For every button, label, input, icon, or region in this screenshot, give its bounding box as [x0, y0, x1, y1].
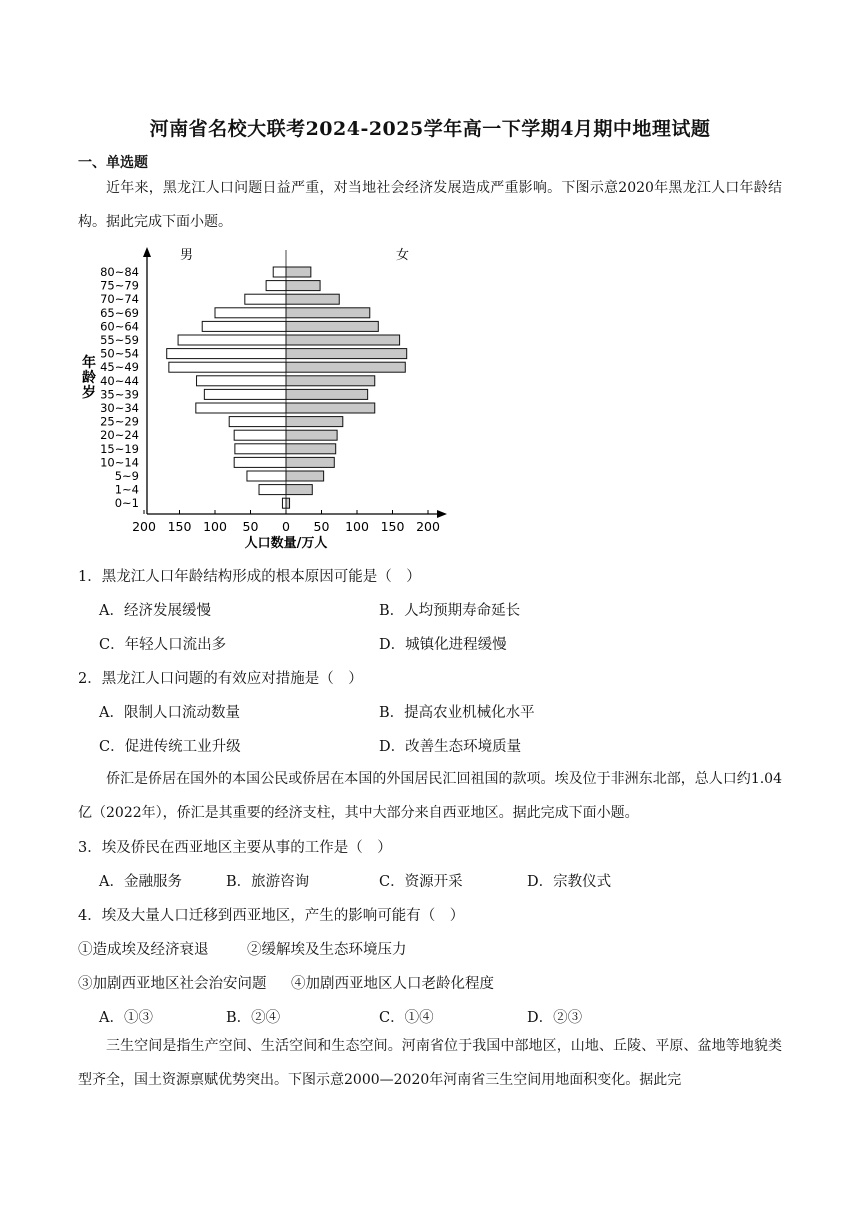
age-tick-label: 1~4 [114, 482, 139, 497]
q4-option-c[interactable]: C．①④ [379, 1010, 434, 1026]
male-bar [169, 362, 286, 372]
age-tick-label: 5~9 [114, 469, 139, 483]
q4-statement-4: ④加剧西亚地区人口老龄化程度 [291, 976, 494, 992]
male-bar [202, 321, 286, 331]
female-bar [286, 308, 370, 318]
female-bar [286, 389, 368, 399]
x-tick-label: 200 [416, 519, 440, 534]
q3-option-c[interactable]: C．资源开采 [379, 874, 463, 890]
female-bar [286, 349, 407, 359]
x-axis-label: 人口数量/万人 [244, 536, 328, 550]
age-tick-label: 25~29 [100, 414, 139, 429]
page-title: 河南省名校大联考2024-2025学年高一下学期4月期中地理试题 [149, 118, 711, 140]
female-bar [286, 376, 375, 386]
female-bar [286, 471, 324, 481]
female-label: 女 [396, 248, 410, 263]
age-tick-label: 65~69 [100, 305, 139, 320]
age-tick-label: 30~34 [100, 401, 139, 415]
female-bar [286, 485, 312, 495]
age-tick-label: 50~54 [100, 346, 139, 361]
x-tick-label: 200 [132, 519, 156, 534]
q3-option-d[interactable]: D．宗教仪式 [527, 874, 612, 890]
age-tick-label: 15~19 [100, 441, 139, 456]
age-tick-label: 80~84 [100, 265, 139, 279]
x-tick-label: 50 [313, 519, 330, 534]
male-bar [234, 457, 286, 467]
female-bar [286, 417, 343, 427]
male-bar [229, 417, 286, 427]
y-axis-arrow [143, 247, 151, 257]
male-bar [204, 389, 286, 399]
q2-option-b[interactable]: B．提高农业机械化水平 [379, 705, 535, 721]
x-tick-label: 0 [282, 519, 290, 534]
male-label: 男 [180, 248, 194, 263]
female-bar [286, 281, 320, 291]
age-tick-label: 45~49 [100, 360, 139, 375]
q1-option-d[interactable]: D．城镇化进程缓慢 [379, 637, 507, 653]
female-bar [286, 430, 337, 440]
section-heading: 一、单选题 [78, 155, 148, 171]
female-bar [286, 362, 405, 372]
age-tick-label: 70~74 [100, 292, 139, 307]
q4-option-d[interactable]: D．②③ [527, 1010, 583, 1026]
x-tick-label: 50 [242, 519, 259, 534]
age-tick-label: 10~14 [100, 455, 139, 470]
age-tick-label: 55~59 [100, 333, 139, 347]
female-bar [286, 335, 400, 345]
q3-option-a[interactable]: A．金融服务 [99, 874, 182, 890]
chart-bars [167, 267, 407, 508]
female-bar [286, 267, 311, 277]
male-bar [259, 485, 286, 495]
female-bar [286, 294, 339, 304]
q1-option-c[interactable]: C．年轻人口流出多 [99, 637, 227, 653]
q4-option-b[interactable]: B．②④ [226, 1010, 281, 1026]
x-tick-label: 100 [345, 519, 369, 534]
q4-statement-2: ②缓解埃及生态环境压力 [247, 942, 407, 958]
female-bar [286, 321, 378, 331]
q4-statement-1: ①造成埃及经济衰退 [78, 942, 209, 958]
age-tick-label: 35~39 [100, 387, 139, 402]
female-bar [286, 457, 334, 467]
x-axis-arrow [437, 510, 447, 518]
q1-option-a[interactable]: A．经济发展缓慢 [99, 603, 211, 619]
age-tick-label: 60~64 [100, 319, 139, 334]
y-axis-label-char: 岁 [82, 385, 96, 401]
male-bar [247, 471, 286, 481]
x-tick-label: 150 [167, 519, 192, 534]
intro-paragraph-1: 近年来，黑龙江人口问题日益严重，对当地社会经济发展造成严重影响。下图示意2020年黑龙江人口年龄结构。据此完成下面小题。 [78, 180, 782, 230]
q2-stem: 2．黑龙江人口问题的有效应对措施是（ ） [78, 671, 363, 687]
male-bar [282, 498, 286, 508]
q4-statement-3: ③加剧西亚地区社会治安问题 [78, 976, 267, 992]
q2-option-c[interactable]: C．促进传统工业升级 [99, 739, 241, 755]
q4-stem: 4．埃及大量人口迁移到西亚地区，产生的影响可能有（ ） [78, 908, 465, 924]
q3-stem: 3．埃及侨民在西亚地区主要从事的工作是（ ） [78, 840, 392, 856]
male-bar [215, 308, 286, 318]
intro-paragraph-3: 三生空间是指生产空间、生活空间和生态空间。河南省位于我国中部地区，山地、丘陵、平原、盆地等地貌类型齐全，国土资源禀赋优势突出。下图示意2000—2020年河南省三生空间用地面积变化。据此完 [78, 1038, 782, 1088]
female-bar [286, 444, 336, 454]
female-bar [286, 403, 375, 413]
q2-option-a[interactable]: A．限制人口流动数量 [99, 705, 240, 721]
male-bar [235, 444, 286, 454]
q1-stem: 1．黑龙江人口年龄结构形成的根本原因可能是（ ） [78, 569, 421, 585]
male-bar [245, 294, 286, 304]
x-tick-label: 100 [203, 519, 227, 534]
age-tick-label: 0~1 [114, 496, 139, 511]
intro-paragraph-2: 侨汇是侨居在国外的本国公民或侨居在本国的外国居民汇回祖国的款项。埃及位于非洲东北部，总人口约1.04亿（2022年），侨汇是其重要的经济支柱，其中大部分来自西亚地区。据此完成下面小题。 [78, 771, 782, 821]
male-bar [197, 376, 286, 386]
y-axis-label-char: 年 [82, 355, 96, 371]
population-pyramid-chart [78, 240, 458, 550]
male-bar [196, 403, 286, 413]
y-axis-label-char: 龄 [82, 370, 96, 386]
q1-option-b[interactable]: B．人均预期寿命延长 [379, 603, 521, 619]
male-bar [234, 430, 286, 440]
male-bar [273, 267, 286, 277]
q2-option-d[interactable]: D．改善生态环境质量 [379, 739, 522, 755]
age-tick-label: 40~44 [100, 373, 139, 388]
age-tick-label: 75~79 [100, 278, 139, 293]
q4-option-a[interactable]: A．①③ [99, 1010, 153, 1026]
male-bar [266, 281, 286, 291]
female-bar [286, 498, 290, 508]
age-tick-label: 20~24 [100, 428, 139, 443]
male-bar [167, 349, 286, 359]
q3-option-b[interactable]: B．旅游咨询 [226, 874, 310, 890]
x-tick-label: 150 [380, 519, 405, 534]
male-bar [178, 335, 286, 345]
